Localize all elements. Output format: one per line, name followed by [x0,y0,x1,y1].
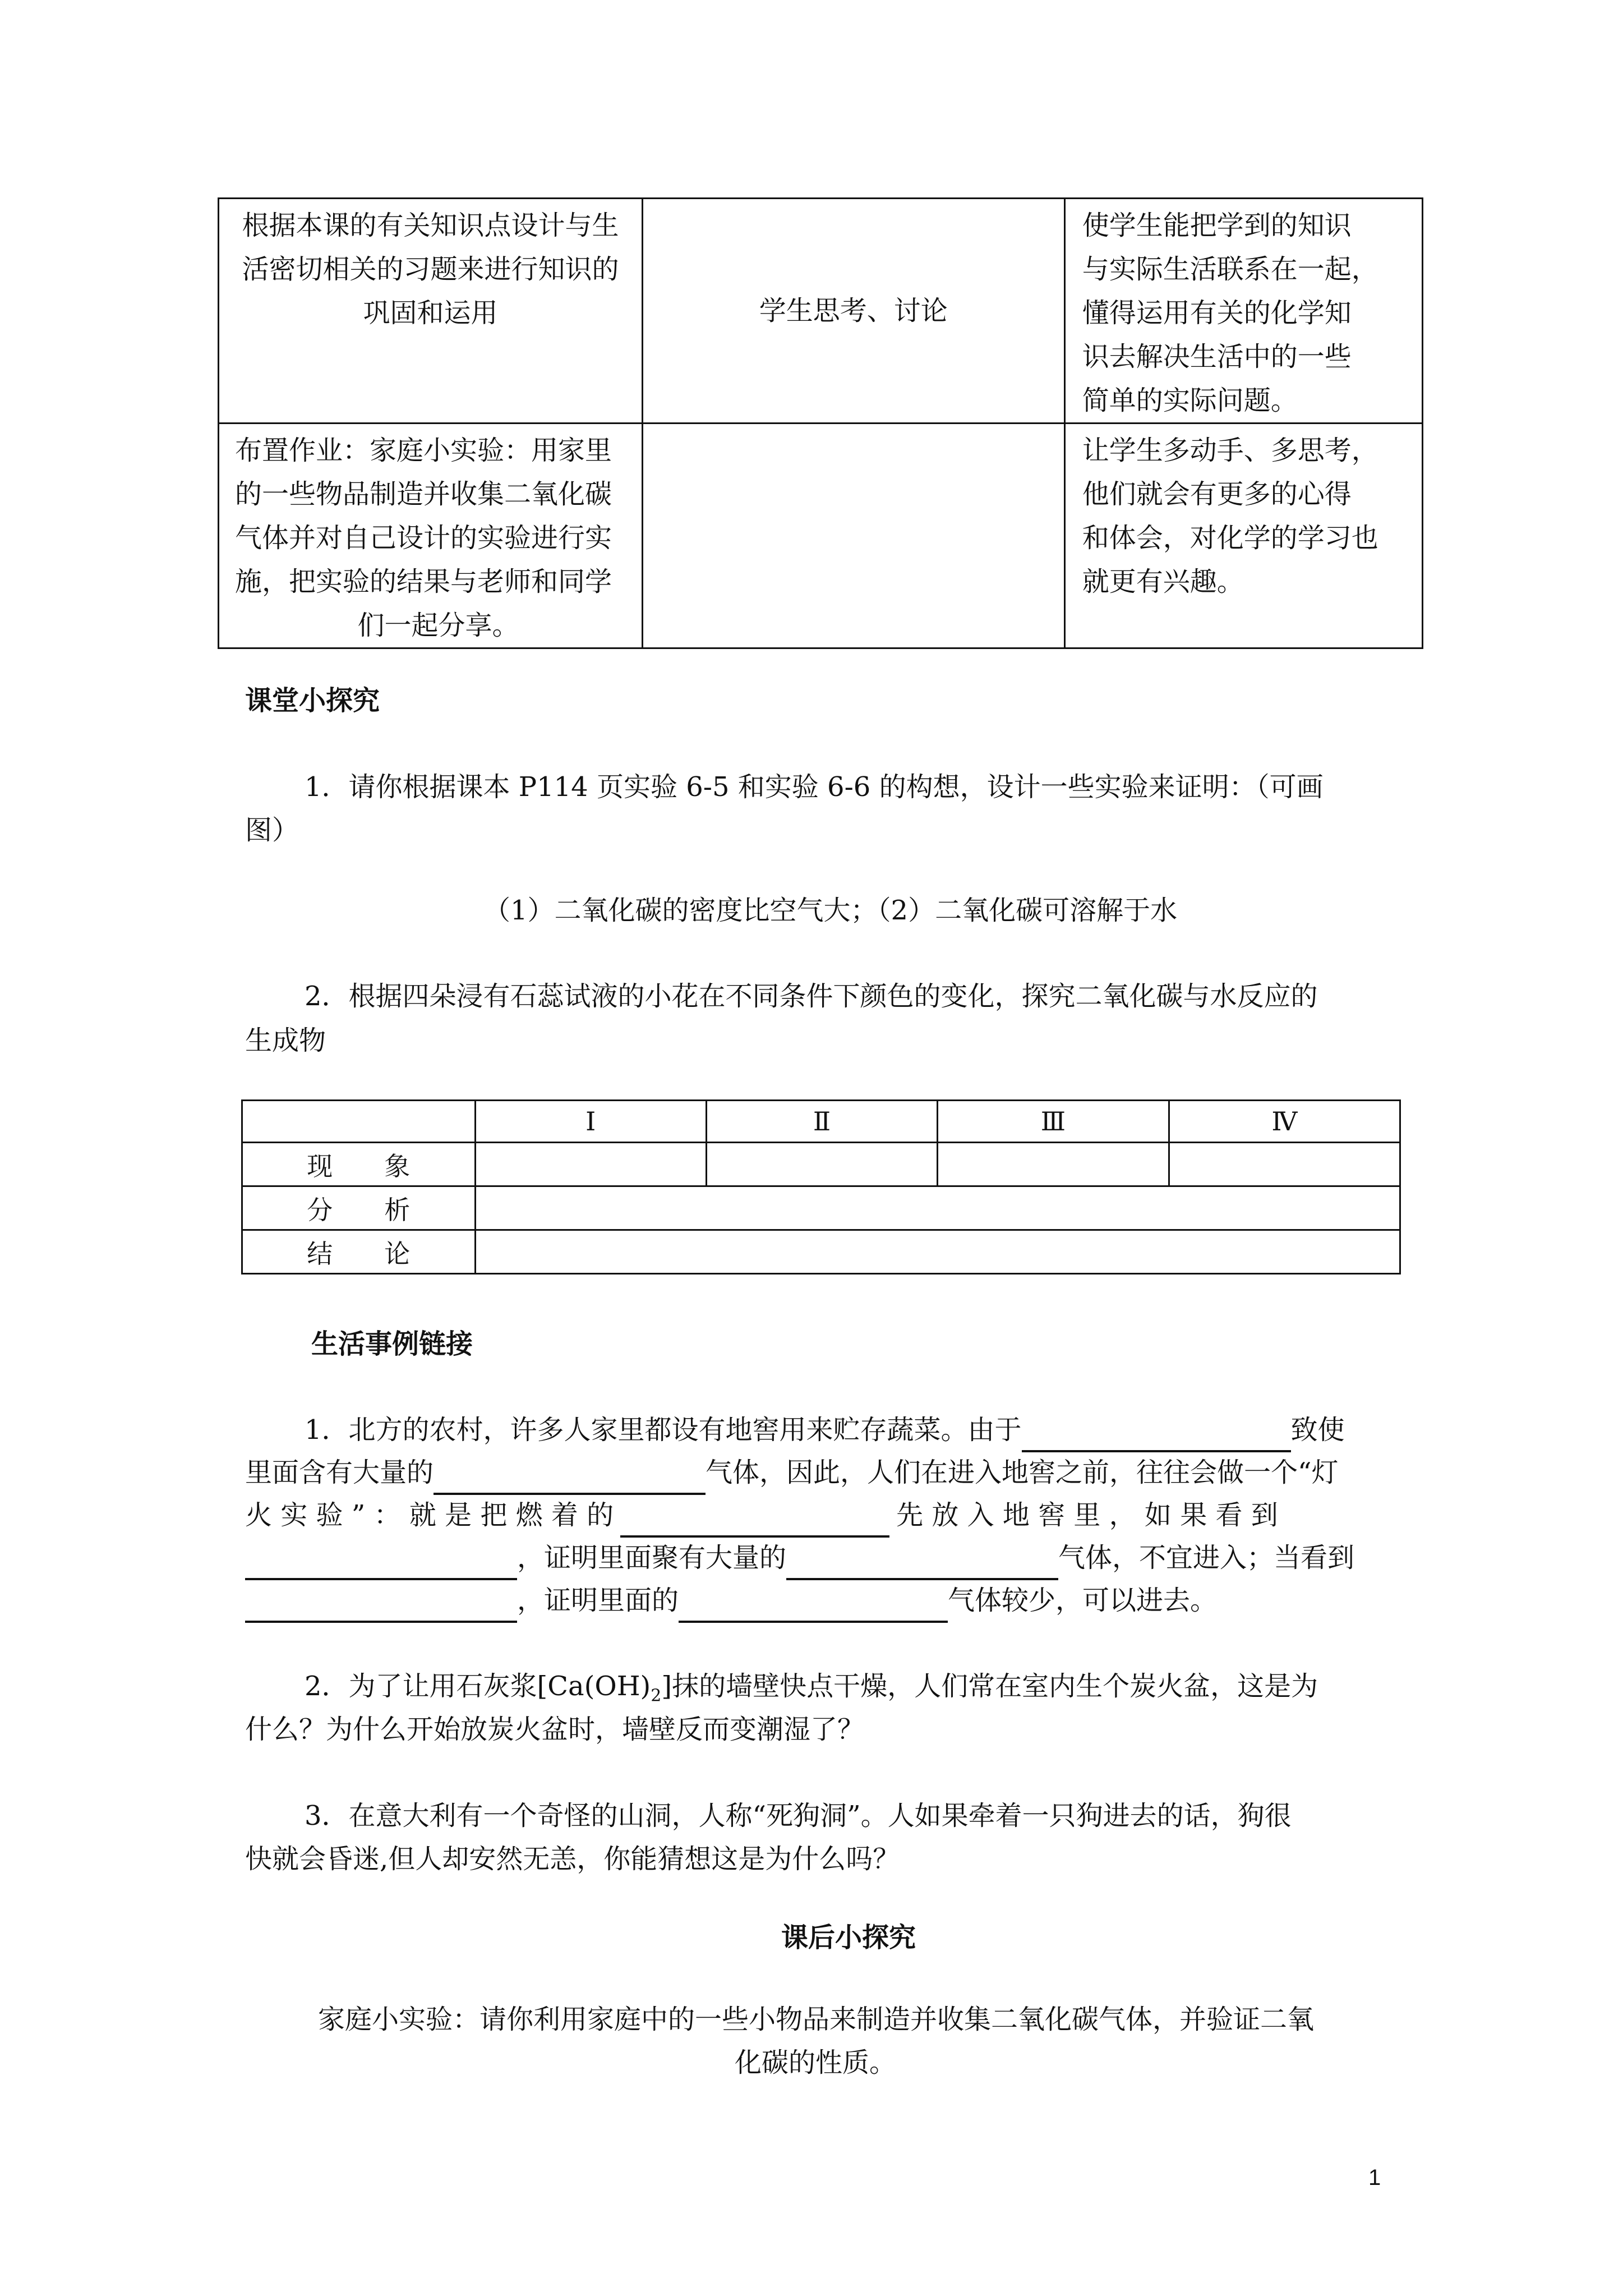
question-line: 1．请你根据课本 P114 页实验 6-5 和实验 6-6 的构想，设计一些实验来证明：（可画 [305,771,1324,803]
cell-line: 识去解决生活中的一些 [1082,341,1352,372]
fill-blank[interactable] [245,1591,517,1623]
section-title: 课后小探究 [781,1922,916,1953]
cell-text: 学生思考、讨论 [759,295,948,326]
table-cell [938,1101,1169,1143]
page-number: 1 [1368,2165,1381,2190]
cell-line: 施，把实验的结果与老师和同学 [235,566,612,597]
cell-line: 让学生多动手、多思考， [1082,435,1378,466]
section-title: 生活事例链接 [311,1328,473,1360]
row-label: 现 象 [307,1151,411,1181]
table-cell [242,1143,476,1186]
question-line: 3．在意大利有一个奇怪的山洞，人称“死狗洞”。人如果牵着一只狗进去的话，狗很 [305,1800,1292,1832]
paragraph-line: 化碳的性质。 [735,2047,897,2078]
question-line [305,1407,1345,1452]
table-cell [1064,424,1422,648]
table-cell [706,1101,937,1143]
header-cell: Ⅱ [813,1106,831,1137]
cell-line: 布置作业：家庭小实验：用家里 [235,435,612,466]
subscript: 2 [651,1686,662,1706]
table-cell [219,199,643,424]
fill-blank[interactable] [434,1464,706,1495]
paragraph-line: 家庭小实验：请你利用家庭中的一些小物品来制造并收集二氧化碳气体，并验证二氧 [318,2004,1315,2035]
fill-blank[interactable] [245,1549,517,1580]
fill-blank[interactable] [620,1506,889,1538]
table-cell [475,1230,1400,1274]
cell-line: 他们就会有更多的心得 [1082,478,1352,510]
fill-blank[interactable] [786,1549,1058,1580]
cell-line: 们一起分享。 [357,610,519,641]
fill-blank[interactable] [1022,1421,1291,1452]
table-cell [242,1186,476,1230]
table-cell [1064,199,1422,424]
header-cell: Ⅲ [1040,1106,1066,1137]
row-label: 分 析 [307,1194,411,1225]
table-cell [642,199,1064,424]
question-line [245,1578,1217,1623]
table-cell [242,1230,476,1274]
cell-line: 和体会，对化学的学习也 [1082,522,1378,554]
table-cell [475,1143,706,1186]
cell-line: 与实际生活联系在一起， [1082,254,1378,285]
table-cell [1169,1143,1400,1186]
header-cell: Ⅰ [585,1106,596,1137]
text-segment: 火 实 验 ” ： 就 是 把 燃 着 的 [245,1499,614,1531]
row-label: 结 论 [307,1238,411,1269]
table-row [219,199,1423,424]
question-line [245,1493,1278,1538]
table-cell [242,1101,476,1143]
text-segment: ，证明里面的 [517,1585,679,1616]
question-line: 生成物 [245,1025,326,1056]
cell-line: 懂得运用有关的化学知 [1082,297,1352,329]
text-segment: ，证明里面聚有大量的 [517,1542,787,1573]
table-row [242,1101,1400,1143]
question-line [245,1450,1339,1495]
question-line: 2．根据四朵浸有石蕊试液的小花在不同条件下颜色的变化，探究二氧化碳与水反应的 [305,981,1318,1012]
cell-line: 就更有兴趣。 [1082,566,1244,597]
table-cell [642,424,1064,648]
table-row [242,1230,1400,1274]
text-segment: 里面含有大量的 [245,1457,434,1488]
cell-line: 的一些物品制造并收集二氧化碳 [235,478,612,510]
cell-line: 活密切相关的习题来进行知识的 [242,254,619,285]
text-segment: 1．北方的农村，许多人家里都设有地窖用来贮存蔬菜。由于 [305,1414,1022,1446]
table-cell [475,1186,1400,1230]
table-row [242,1143,1400,1186]
question-line: 图） [245,815,299,846]
question-line: 快就会昏迷,但人却安然无恙，你能猜想这是为什么吗？ [245,1843,900,1875]
section-title: 课堂小探究 [245,685,380,716]
cell-line: 气体并对自己设计的实验进行实 [235,522,612,554]
text-segment: 致使 [1290,1414,1345,1446]
text-segment: 气体，因此，人们在进入地窖之前，往往会做一个“灯 [706,1457,1339,1488]
table-cell [475,1101,706,1143]
text-segment: 气体较少，可以进去。 [948,1585,1218,1616]
flower-table [241,1099,1401,1274]
table-cell [938,1143,1169,1186]
cell-line: 简单的实际问题。 [1082,385,1298,416]
top-table [218,197,1423,649]
header-cell: Ⅳ [1271,1106,1298,1137]
question-sub: （1）二氧化碳的密度比空气大；（2）二氧化碳可溶解于水 [483,895,1178,926]
cell-line: 使学生能把学到的知识 [1082,210,1352,241]
cell-line: 根据本课的有关知识点设计与生 [242,210,619,241]
table-row [219,424,1423,648]
table-cell [1169,1101,1400,1143]
text-segment: 先 放 入 地 窖 里 ， 如 果 看 到 [896,1499,1278,1531]
table-cell [219,424,643,648]
question-line: 什么？为什么开始放炭火盆时，墙壁反而变潮湿了？ [245,1714,865,1745]
fill-blank[interactable] [679,1591,948,1623]
table-row [242,1186,1400,1230]
text-segment: 2．为了让用石灰浆[Ca(OH) [305,1671,651,1702]
table-cell [706,1143,937,1186]
cell-line: 巩固和运用 [363,297,498,329]
text-segment: ]抹的墙壁快点干燥，人们常在室内生个炭火盆，这是为 [661,1671,1318,1702]
question-line [245,1535,1354,1580]
text-segment: 气体，不宜进入；当看到 [1058,1542,1355,1573]
